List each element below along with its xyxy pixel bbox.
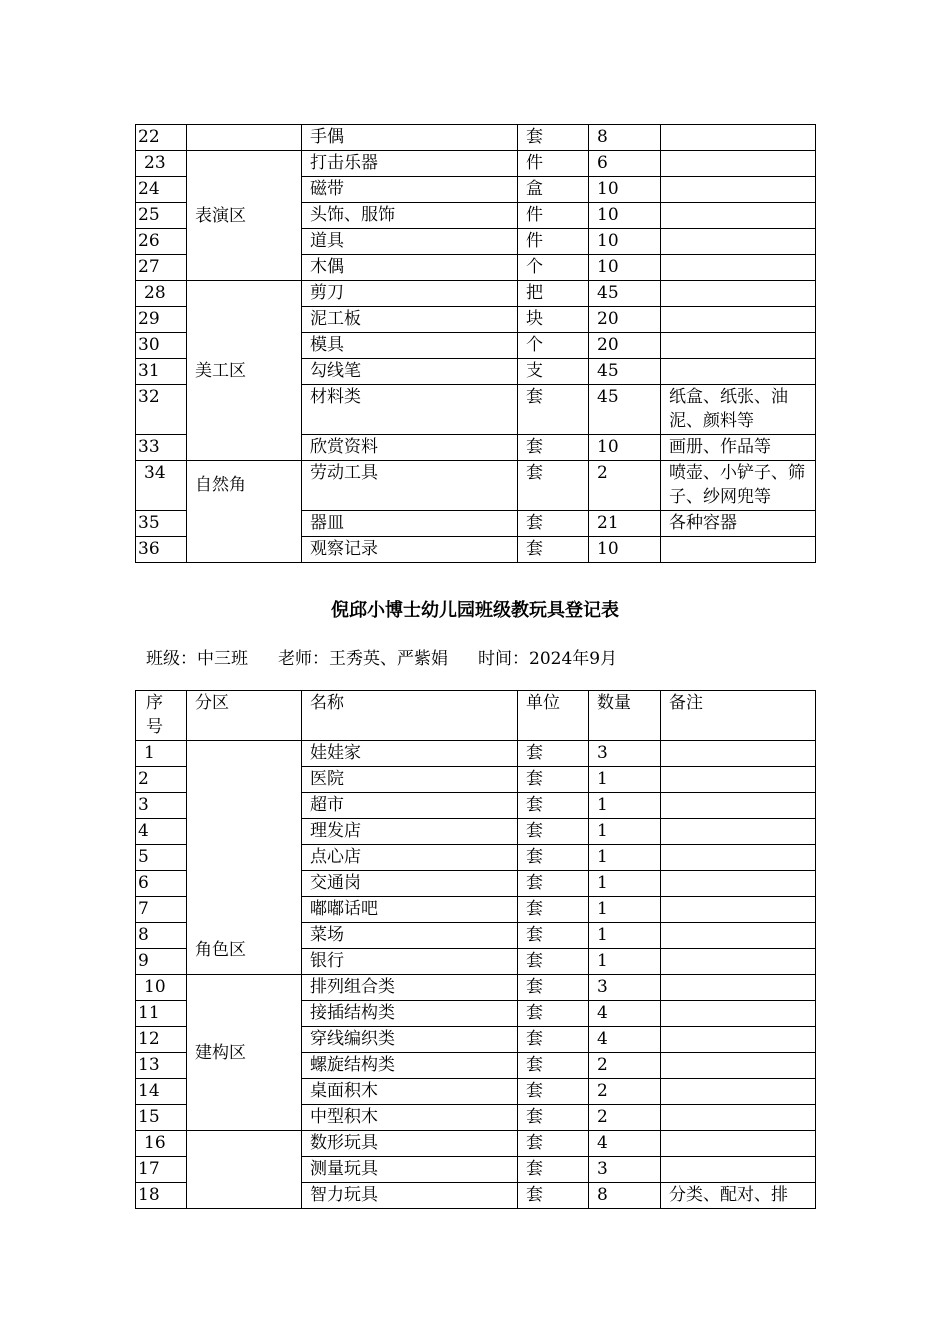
item-name: 医院 xyxy=(302,767,518,793)
item-name: 观察记录 xyxy=(302,537,518,563)
item-qty: 1 xyxy=(589,923,661,949)
item-note: 各种容器 xyxy=(661,511,816,537)
item-name: 中型积木 xyxy=(302,1105,518,1131)
item-note: 画册、作品等 xyxy=(661,435,816,461)
item-qty: 10 xyxy=(589,203,661,229)
item-name: 模具 xyxy=(302,333,518,359)
item-qty: 1 xyxy=(589,871,661,897)
item-qty: 20 xyxy=(589,333,661,359)
item-name: 银行 xyxy=(302,949,518,975)
row-number: 26 xyxy=(136,229,187,255)
item-name: 螺旋结构类 xyxy=(302,1053,518,1079)
item-qty: 8 xyxy=(589,1183,661,1209)
item-note xyxy=(661,1157,816,1183)
item-name: 磁带 xyxy=(302,177,518,203)
class-label: 班级：中三班 xyxy=(146,649,248,669)
item-name: 道具 xyxy=(302,229,518,255)
item-note xyxy=(661,307,816,333)
table-row xyxy=(136,975,816,1001)
item-unit: 套 xyxy=(518,1079,589,1105)
item-note xyxy=(661,229,816,255)
table-row xyxy=(136,1131,816,1157)
row-number: 34 xyxy=(136,461,187,511)
teacher-label: 老师：王秀英、严紫娟 xyxy=(278,649,448,669)
item-unit: 套 xyxy=(518,949,589,975)
item-note xyxy=(661,975,816,1001)
item-name: 交通岗 xyxy=(302,871,518,897)
item-unit: 盒 xyxy=(518,177,589,203)
registry-table xyxy=(135,690,816,1209)
row-number: 28 xyxy=(136,281,187,307)
item-qty: 10 xyxy=(589,537,661,563)
registry-table-continued xyxy=(135,124,816,563)
header-unit: 单位 xyxy=(518,691,589,741)
zone-cell: 美工区 xyxy=(187,281,302,461)
item-unit: 套 xyxy=(518,461,589,511)
item-note xyxy=(661,767,816,793)
item-qty: 1 xyxy=(589,767,661,793)
row-number: 30 xyxy=(136,333,187,359)
item-unit: 套 xyxy=(518,1001,589,1027)
item-unit: 套 xyxy=(518,845,589,871)
row-number: 22 xyxy=(136,125,187,151)
row-number: 31 xyxy=(136,359,187,385)
item-qty: 3 xyxy=(589,741,661,767)
item-name: 头饰、服饰 xyxy=(302,203,518,229)
item-qty: 2 xyxy=(589,1053,661,1079)
row-number: 2 xyxy=(136,767,187,793)
zone-cell: 自然角 xyxy=(187,461,302,563)
row-number: 8 xyxy=(136,923,187,949)
row-number: 6 xyxy=(136,871,187,897)
item-name: 泥工板 xyxy=(302,307,518,333)
item-name: 嘟嘟话吧 xyxy=(302,897,518,923)
item-name: 穿线编织类 xyxy=(302,1027,518,1053)
item-note: 喷壶、小铲子、筛子、纱网兜等 xyxy=(661,461,816,511)
item-qty: 2 xyxy=(589,1079,661,1105)
item-note xyxy=(661,255,816,281)
header-number: 序号 xyxy=(136,691,187,741)
item-unit: 支 xyxy=(518,359,589,385)
table-row xyxy=(136,281,816,307)
item-name: 排列组合类 xyxy=(302,975,518,1001)
row-number: 9 xyxy=(136,949,187,975)
item-note: 分类、配对、排 xyxy=(661,1183,816,1209)
item-name: 测量玩具 xyxy=(302,1157,518,1183)
row-number: 10 xyxy=(136,975,187,1001)
item-name: 超市 xyxy=(302,793,518,819)
item-name: 器皿 xyxy=(302,511,518,537)
item-note xyxy=(661,203,816,229)
item-unit: 套 xyxy=(518,1053,589,1079)
header-name: 名称 xyxy=(302,691,518,741)
time-label: 时间：2024年9月 xyxy=(478,649,618,669)
item-unit: 件 xyxy=(518,229,589,255)
item-qty: 10 xyxy=(589,255,661,281)
row-number: 32 xyxy=(136,385,187,435)
item-qty: 4 xyxy=(589,1027,661,1053)
item-note xyxy=(661,281,816,307)
item-note xyxy=(661,1079,816,1105)
row-number: 12 xyxy=(136,1027,187,1053)
item-name: 剪刀 xyxy=(302,281,518,307)
item-note xyxy=(661,333,816,359)
item-note xyxy=(661,897,816,923)
header-note: 备注 xyxy=(661,691,816,741)
item-note xyxy=(661,741,816,767)
item-unit: 件 xyxy=(518,203,589,229)
row-number: 16 xyxy=(136,1131,187,1157)
row-number: 17 xyxy=(136,1157,187,1183)
item-unit: 套 xyxy=(518,741,589,767)
zone-cell: 角色区 xyxy=(187,741,302,975)
row-number: 1 xyxy=(136,741,187,767)
item-name: 木偶 xyxy=(302,255,518,281)
row-number: 13 xyxy=(136,1053,187,1079)
item-qty: 45 xyxy=(589,385,661,435)
item-unit: 套 xyxy=(518,1183,589,1209)
item-unit: 个 xyxy=(518,255,589,281)
item-qty: 6 xyxy=(589,151,661,177)
item-unit: 套 xyxy=(518,1105,589,1131)
item-name: 娃娃家 xyxy=(302,741,518,767)
table-row xyxy=(136,125,816,151)
item-unit: 套 xyxy=(518,793,589,819)
item-note xyxy=(661,819,816,845)
item-unit: 套 xyxy=(518,923,589,949)
row-number: 25 xyxy=(136,203,187,229)
item-unit: 套 xyxy=(518,511,589,537)
table-row xyxy=(136,741,816,767)
row-number: 24 xyxy=(136,177,187,203)
item-unit: 套 xyxy=(518,975,589,1001)
item-note xyxy=(661,537,816,563)
item-qty: 10 xyxy=(589,177,661,203)
item-note xyxy=(661,1131,816,1157)
item-name: 接插结构类 xyxy=(302,1001,518,1027)
item-note xyxy=(661,125,816,151)
item-name: 欣赏资料 xyxy=(302,435,518,461)
item-note xyxy=(661,151,816,177)
zone-cell xyxy=(187,125,302,151)
item-qty: 4 xyxy=(589,1001,661,1027)
table-row xyxy=(136,461,816,511)
row-number: 14 xyxy=(136,1079,187,1105)
row-number: 15 xyxy=(136,1105,187,1131)
item-qty: 45 xyxy=(589,359,661,385)
item-note xyxy=(661,1001,816,1027)
item-qty: 1 xyxy=(589,897,661,923)
item-qty: 2 xyxy=(589,461,661,511)
row-number: 5 xyxy=(136,845,187,871)
header-zone: 分区 xyxy=(187,691,302,741)
item-note xyxy=(661,793,816,819)
item-name: 智力玩具 xyxy=(302,1183,518,1209)
item-unit: 套 xyxy=(518,819,589,845)
header-qty: 数量 xyxy=(589,691,661,741)
item-unit: 个 xyxy=(518,333,589,359)
form-meta xyxy=(146,644,647,669)
item-note: 纸盒、纸张、油泥、颜料等 xyxy=(661,385,816,435)
item-unit: 套 xyxy=(518,767,589,793)
item-unit: 套 xyxy=(518,871,589,897)
item-note xyxy=(661,923,816,949)
item-unit: 套 xyxy=(518,435,589,461)
row-number: 7 xyxy=(136,897,187,923)
item-qty: 2 xyxy=(589,1105,661,1131)
item-qty: 3 xyxy=(589,975,661,1001)
item-note xyxy=(661,845,816,871)
page-title: 倪邱小博士幼儿园班级教玩具登记表 xyxy=(331,600,619,621)
item-unit: 块 xyxy=(518,307,589,333)
item-unit: 把 xyxy=(518,281,589,307)
row-number: 35 xyxy=(136,511,187,537)
item-qty: 1 xyxy=(589,845,661,871)
item-qty: 10 xyxy=(589,229,661,255)
item-name: 勾线笔 xyxy=(302,359,518,385)
item-unit: 件 xyxy=(518,151,589,177)
item-qty: 21 xyxy=(589,511,661,537)
zone-cell: 表演区 xyxy=(187,151,302,281)
item-note xyxy=(661,1027,816,1053)
item-qty: 10 xyxy=(589,435,661,461)
item-qty: 45 xyxy=(589,281,661,307)
item-qty: 4 xyxy=(589,1131,661,1157)
item-name: 点心店 xyxy=(302,845,518,871)
row-number: 11 xyxy=(136,1001,187,1027)
item-unit: 套 xyxy=(518,1027,589,1053)
item-name: 打击乐器 xyxy=(302,151,518,177)
item-qty: 1 xyxy=(589,819,661,845)
item-qty: 1 xyxy=(589,949,661,975)
item-note xyxy=(661,871,816,897)
item-unit: 套 xyxy=(518,537,589,563)
item-unit: 套 xyxy=(518,1157,589,1183)
item-name: 手偶 xyxy=(302,125,518,151)
item-name: 数形玩具 xyxy=(302,1131,518,1157)
item-qty: 1 xyxy=(589,793,661,819)
item-name: 材料类 xyxy=(302,385,518,435)
row-number: 23 xyxy=(136,151,187,177)
item-name: 菜场 xyxy=(302,923,518,949)
row-number: 33 xyxy=(136,435,187,461)
row-number: 4 xyxy=(136,819,187,845)
item-qty: 8 xyxy=(589,125,661,151)
item-name: 理发店 xyxy=(302,819,518,845)
table-header-row xyxy=(136,691,816,741)
item-qty: 3 xyxy=(589,1157,661,1183)
item-unit: 套 xyxy=(518,125,589,151)
item-note xyxy=(661,177,816,203)
item-unit: 套 xyxy=(518,897,589,923)
item-name: 桌面积木 xyxy=(302,1079,518,1105)
zone-cell xyxy=(187,1131,302,1209)
item-note xyxy=(661,949,816,975)
item-qty: 20 xyxy=(589,307,661,333)
row-number: 27 xyxy=(136,255,187,281)
table-row xyxy=(136,151,816,177)
row-number: 3 xyxy=(136,793,187,819)
row-number: 29 xyxy=(136,307,187,333)
item-name: 劳动工具 xyxy=(302,461,518,511)
item-unit: 套 xyxy=(518,385,589,435)
item-unit: 套 xyxy=(518,1131,589,1157)
item-note xyxy=(661,1053,816,1079)
row-number: 18 xyxy=(136,1183,187,1209)
row-number: 36 xyxy=(136,537,187,563)
item-note xyxy=(661,1105,816,1131)
zone-cell: 建构区 xyxy=(187,975,302,1131)
item-note xyxy=(661,359,816,385)
